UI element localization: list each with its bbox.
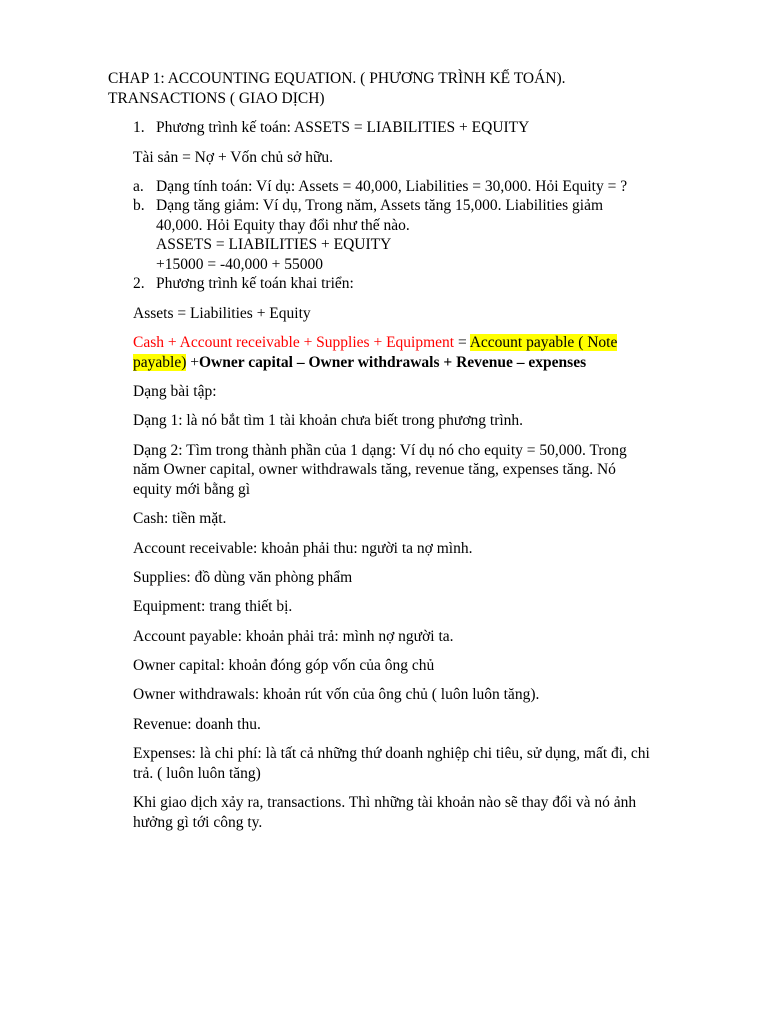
definition-owner-withdrawals: Owner withdrawals: khoản rút vốn của ông chủ ( luôn luôn tăng).: [133, 686, 540, 703]
list-item-text: Phương trình kế toán: ASSETS = LIABILITIES + EQUITY: [156, 119, 530, 136]
list-marker: 1.: [133, 119, 145, 136]
text-line: hưởng gì tới công ty.: [133, 814, 263, 831]
text-line: Khi giao dịch xảy ra, transactions. Thì những tài khoản nào sẽ thay đổi và nó ảnh: [133, 794, 637, 811]
equation-line: +15000 = -40,000 + 55000: [156, 256, 324, 273]
definition-revenue: Revenue: doanh thu.: [133, 716, 261, 733]
definition-owner-capital: Owner capital: khoản đóng góp vốn của ông chủ: [133, 657, 435, 674]
equals-sign: =: [454, 334, 470, 351]
definition-account-payable: Account payable: khoản phải trả: mình nợ người ta.: [133, 628, 454, 645]
definition-account-receivable: Account receivable: khoản phải thu: người ta nợ mình.: [133, 540, 473, 557]
expanded-equation-line-1: [133, 333, 617, 353]
plus-sign: +: [186, 354, 199, 371]
definition-supplies: Supplies: đồ dùng văn phòng phẩm: [133, 569, 353, 586]
list-item-text: Dạng tăng giảm: Ví dụ, Trong năm, Assets tăng 15,000. Liabilities giảm: [156, 197, 604, 214]
text-line: Expenses: là chi phí: là tất cả những thứ doanh nghiệp chi tiêu, sử dụng, mất đi, chi: [133, 745, 650, 762]
paragraph-dang-bai-tap: Dạng bài tập:: [133, 383, 217, 400]
list-item-text: Phương trình kế toán khai triển:: [156, 275, 354, 292]
text-line: equity mới bằng gì: [133, 481, 251, 498]
assets-side: Cash + Account receivable + Supplies + Equipment: [133, 334, 455, 351]
list-marker: a.: [133, 178, 144, 195]
expanded-equation-line-2: [133, 353, 586, 373]
text-line: Dạng 2: Tìm trong thành phần của 1 dạng: Ví dụ nó cho equity = 50,000. Trong: [133, 442, 627, 459]
text-line: trả. ( luôn luôn tăng): [133, 765, 261, 782]
equation-line: ASSETS = LIABILITIES + EQUITY: [156, 236, 392, 253]
list-item-text: Dạng tính toán: Ví dụ: Assets = 40,000, Liabilities = 30,000. Hỏi Equity = ?: [156, 178, 628, 195]
definition-equipment: Equipment: trang thiết bị.: [133, 598, 293, 615]
highlighted-liabilities-cont: payable): [133, 354, 187, 371]
paragraph-dang-1: Dạng 1: là nó bắt tìm 1 tài khoản chưa biết trong phương trình.: [133, 412, 524, 429]
paragraph-tai-san: Tài sản = Nợ + Vốn chủ sở hữu.: [133, 149, 333, 166]
equity-side: Owner capital – Owner withdrawals + Revenue – expenses: [198, 354, 587, 371]
definition-cash: Cash: tiền mặt.: [133, 510, 227, 527]
highlighted-liabilities: Account payable ( Note: [469, 334, 618, 351]
list-item-text: 40,000. Hỏi Equity thay đổi như thế nào.: [156, 217, 410, 234]
chapter-title-line-2: TRANSACTIONS ( GIAO DỊCH): [108, 90, 325, 107]
list-marker: 2.: [133, 275, 145, 292]
list-marker: b.: [133, 197, 145, 214]
chapter-title-line-1: CHAP 1: ACCOUNTING EQUATION. ( PHƯƠNG TRÌNH KẾ TOÁN).: [108, 70, 566, 87]
paragraph-assets-equation: Assets = Liabilities + Equity: [133, 305, 311, 322]
text-line: năm Owner capital, owner withdrawals tăng, revenue tăng, expenses tăng. Nó: [133, 461, 616, 478]
